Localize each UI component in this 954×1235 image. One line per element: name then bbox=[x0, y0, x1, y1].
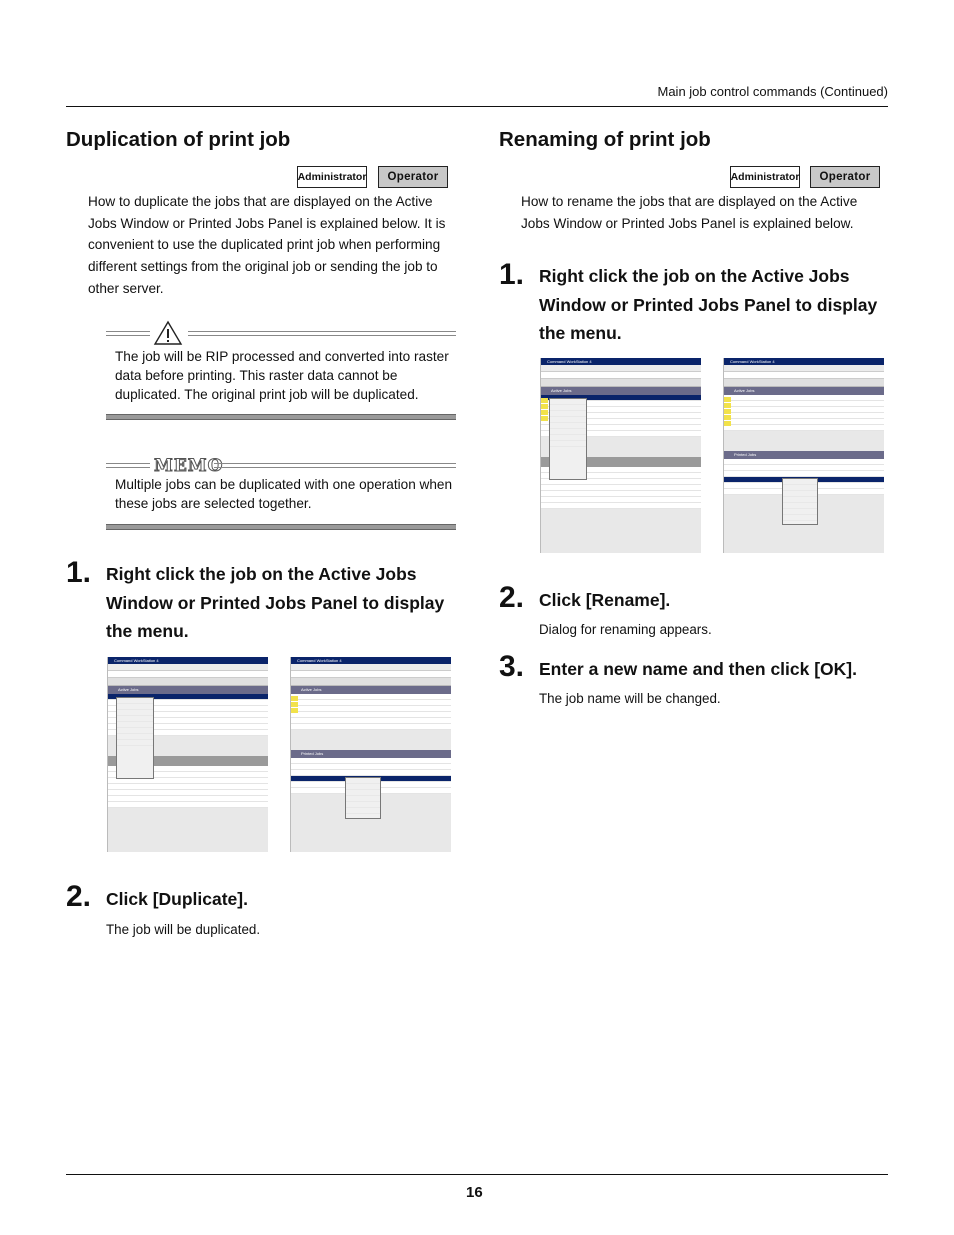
step-text: Enter a new name and then click [OK]. bbox=[539, 659, 857, 679]
renaming-intro: How to rename the jobs that are displayed on the Active Jobs Window or Printed Jobs Panel is explained below. bbox=[521, 194, 858, 231]
step-number: 2. bbox=[66, 880, 92, 913]
administrator-badge: Administrator bbox=[730, 166, 800, 188]
step-result: The job will be duplicated. bbox=[106, 922, 261, 937]
header-rule bbox=[66, 106, 888, 107]
renaming-title: Renaming of print job bbox=[499, 128, 711, 151]
step-text: Click [Duplicate]. bbox=[106, 889, 248, 909]
step-number: 2. bbox=[499, 581, 525, 614]
step-number: 3. bbox=[499, 650, 525, 683]
operator-badge: Operator bbox=[378, 166, 448, 188]
page-number: 16 bbox=[466, 1184, 483, 1201]
step-number: 1. bbox=[66, 556, 92, 589]
step-result: The job name will be changed. bbox=[539, 691, 721, 706]
duplication-title: Duplication of print job bbox=[66, 128, 291, 151]
printed-jobs-screenshot: Command WorkStation 4 Active Jobs Printed Jobs bbox=[290, 657, 451, 852]
duplication-intro: How to duplicate the jobs that are displayed on the Active Jobs Window or Printed Jobs Panel is explained below. It is convenient to use the duplicated print job when performing different settings from the original job or sending the job to other server. bbox=[88, 194, 446, 296]
step-result: Dialog for renaming appears. bbox=[539, 622, 712, 637]
step-text: Click [Rename]. bbox=[539, 590, 671, 610]
caution-text: The job will be RIP processed and converted into raster data before printing. This raster data cannot be duplicated. The original print job will be duplicated. bbox=[115, 349, 449, 402]
memo-label: MEMO bbox=[154, 456, 224, 476]
administrator-badge: Administrator bbox=[297, 166, 367, 188]
step-number: 1. bbox=[499, 258, 525, 291]
warning-triangle-icon bbox=[153, 320, 183, 346]
active-jobs-screenshot: Command WorkStation 4 Active Jobs bbox=[107, 657, 268, 852]
footer-rule bbox=[66, 1174, 888, 1175]
operator-badge: Operator bbox=[810, 166, 880, 188]
printed-jobs-screenshot: Command WorkStation 4 Active Jobs Printed Jobs bbox=[723, 358, 884, 553]
active-jobs-screenshot: Command WorkStation 4 Active Jobs bbox=[540, 358, 701, 553]
memo-text: Multiple jobs can be duplicated with one operation when these jobs are selected together. bbox=[115, 477, 453, 511]
step-text: Right click the job on the Active Jobs Window or Printed Jobs Panel to display the menu. bbox=[539, 266, 878, 343]
section-header: Main job control commands (Continued) bbox=[657, 84, 888, 99]
step-text: Right click the job on the Active Jobs Window or Printed Jobs Panel to display the menu. bbox=[106, 564, 445, 641]
